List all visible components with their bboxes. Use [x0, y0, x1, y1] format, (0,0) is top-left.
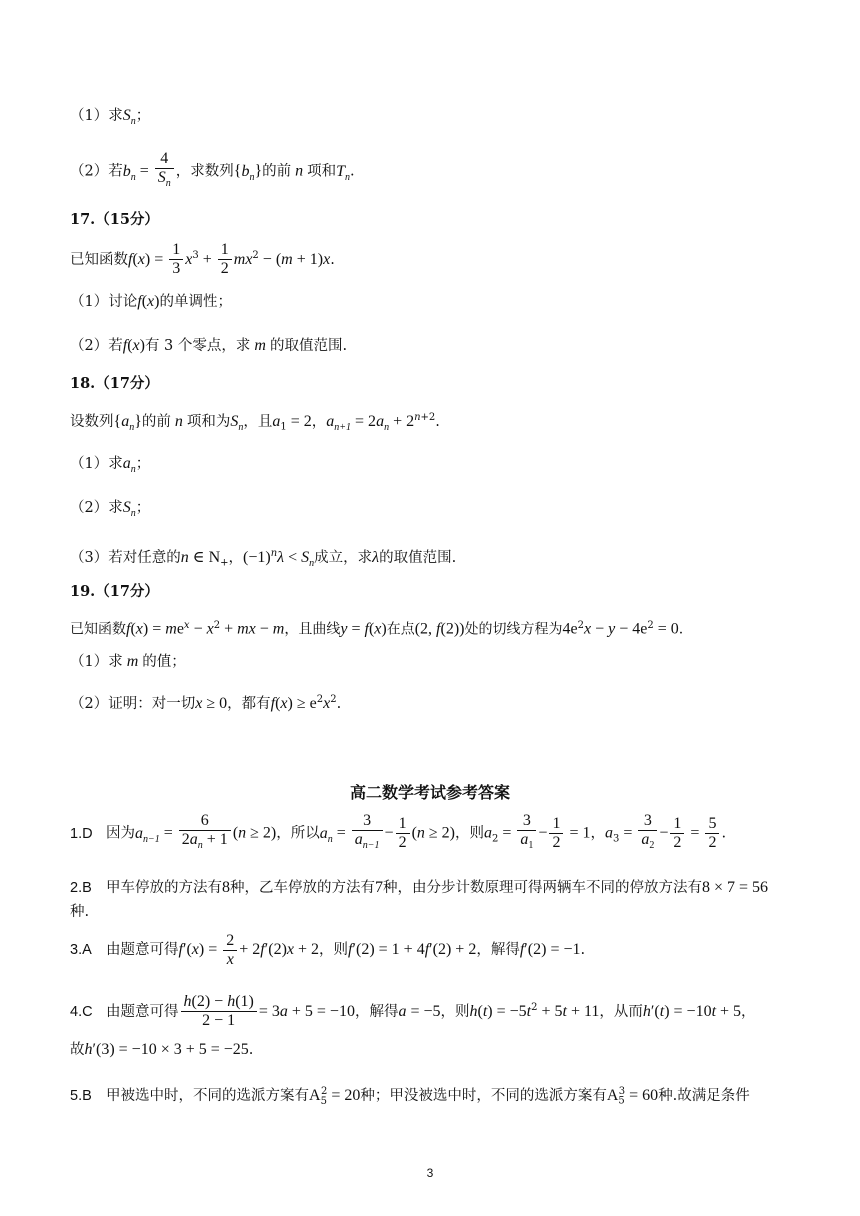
- p18-part1: （1）求$a_n$；: [70, 455, 151, 476]
- p18-heading: 18.（17分）: [70, 375, 159, 392]
- answers-title: 高二数学考试参考答案: [349, 783, 510, 802]
- p19-stem: 已知函数$f(x) = me^x - x^2$ + mx − m，且曲线y = f(x)在点(2, f(2))处的切线方程为$4e^2x - y - 4e^2 = 0$.: [70, 620, 684, 638]
- answer-2-line1: 2.B 甲车停放的方法有8种，乙车停放的方法有7种，由分步计数原理可得两辆车不同的停放方法有8 × 7 = 56: [70, 879, 769, 896]
- p16-part2: （2）若$b_n$ = $\frac{4}{S_n}$ ，求数列$\{b_n\}$的前 n 项和$T_n$.: [70, 150, 355, 190]
- answer-4-line1: 4.C 由题意可得 $\frac{h(2) - h(1)}{2 - 1}$ = 3a + 5 = −10，解得a = −5，则$h(t) = -5t^2 + 5t + 11$，从而h′(t) = −10t + 5，: [70, 993, 756, 1030]
- p18-part3: （3）若对任意的n ∈ $N_+$，$(-1)^n\lambda < S_n$成立，求λ的取值范围.: [70, 548, 457, 570]
- p19-heading: 19.（17分）: [70, 583, 159, 600]
- p16-part1: （1）求$S_n$；: [70, 107, 151, 128]
- page-number: 3: [426, 1166, 434, 1180]
- p17-part2: （2）若f(x)有 3 个零点，求 m 的取值范围.: [70, 337, 348, 354]
- answer-4-line2: 故h′(3) = −10 × 3 + 5 = −25.: [70, 1041, 254, 1058]
- p17-stem: 已知函数f(x) = $\frac{1}{3}$ $x^3$ + $\frac{1}{2}$ $mx^2 - (m + 1)x$.: [70, 241, 335, 278]
- p18-part2: （2）求$S_n$；: [70, 499, 151, 520]
- answer-2-line2: 种.: [70, 904, 90, 920]
- p18-stem: 设数列$\{a_n\}$的前 n 项和为$S_n$，且$a_1 = 2$，$a_{n+1} = 2a_n + 2^{n+2}$.: [70, 412, 440, 434]
- p17-heading: 17.（15分）: [70, 211, 159, 228]
- p19-part1: （1）求 m 的值；: [70, 653, 186, 670]
- answer-5: 5.B 甲被选中时，不同的选派方案有$A_5^2 = 20$种；甲没被选中时，不同的选派方案有$A_5^3 = 60$种.故满足条件: [70, 1086, 750, 1107]
- p19-part2: （2）证明：对一切x ≥ 0，都有$f(x) \ge e^2x^2$.: [70, 694, 342, 712]
- answer-3: 3.A 由题意可得f′(x) = $\frac{2}{x}$ + 2f′(2)x + 2，则f′(2) = 1 + 4f′(2) + 2，解得f′(2) = −1.: [70, 931, 586, 968]
- p17-part1: （1）讨论f(x)的单调性；: [70, 293, 232, 310]
- answer-1: 1.D 因为$a_{n-1}$ = $\frac{6}{2a_n + 1}$ (n ≥ 2)，所以$a_n$ = $\frac{3}{a_{n-1}}$ − $\frac{1}{2}$ (n ≥ 2)，则$a_2$ = $\frac{3}{a_1}$ − $\frac{1}{2}$ = 1，$a_3$ = $\frac{3}{a_2}$ − $\frac{1}{2}$ = $\frac{5}{2}$ .: [70, 812, 727, 852]
